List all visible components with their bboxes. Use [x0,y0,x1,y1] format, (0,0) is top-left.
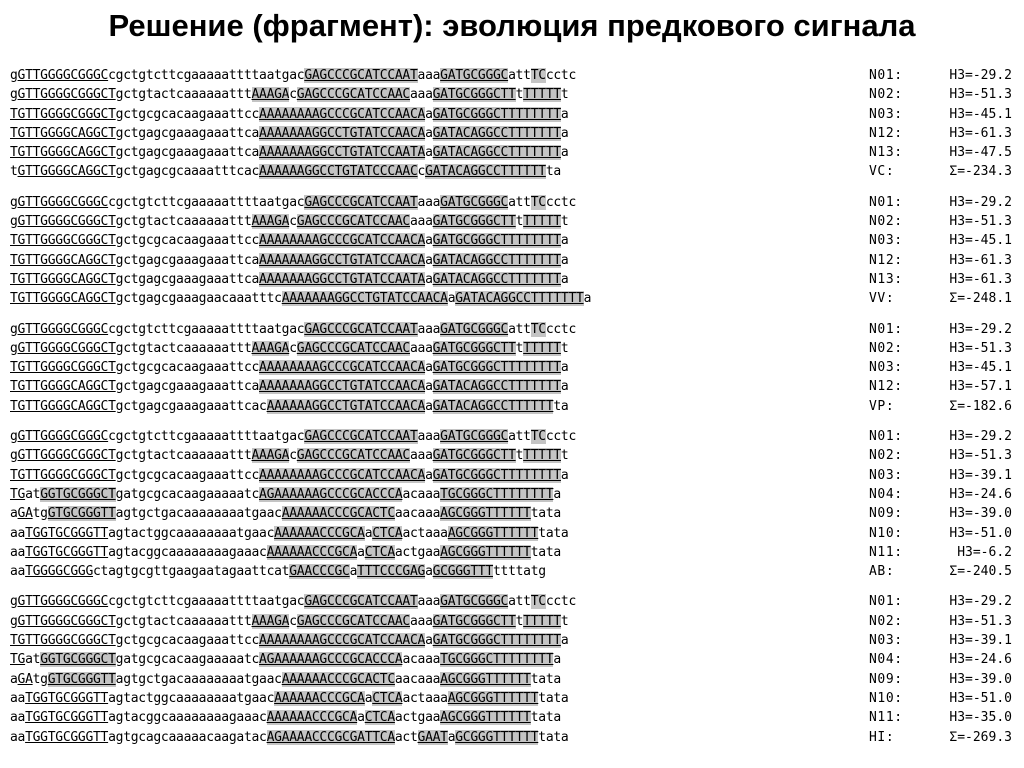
energy-value: H3=-29.2 [949,321,1012,337]
sequence-row [10,105,1014,124]
energy-value: H3=-6.2 [957,544,1012,560]
sequence-row [10,320,1014,339]
sequence-row [10,650,1014,669]
sequence-label: N12: [869,252,903,268]
sequence-row [10,670,1014,689]
sequence-text: TGTTGGGGCGGGCTgctgcgcacaagaaattccAAAAAAAAGCCCGCATCCAACAaGATGCGGGCTTTTTTTTa [10,467,569,483]
alignment-block [10,66,1014,182]
sequence-row [10,689,1014,708]
sequence-label: N02: [869,87,903,103]
sequence-row [10,631,1014,650]
sequence-row [10,289,1014,308]
energy-value: H3=-51.3 [949,340,1012,356]
sequence-row [10,85,1014,104]
sequence-text: aGAtgGTGCGGGTTagtgctgacaaaaaaaatgaacAAAAAACCCGCACTCaacaaaAGCGGGTTTTTTtata [10,671,561,687]
sequence-text: aaTGGTGCGGGTTagtactggcaaaaaaaatgaacAAAAAACCCGCAaCTCAactaaaAGCGGGTTTTTTtata [10,525,569,541]
sequence-text: gGTTGGGGCGGGCcgctgtcttcgaaaaattttaatgacGAGCCCGCATCCAATaaaGATGCGGGCattTCcctc [10,594,577,610]
sequence-row [10,728,1014,747]
energy-value: H3=-51.3 [949,87,1012,103]
energy-value: H3=-45.1 [949,233,1012,249]
sequence-text: aaTGGTGCGGGTTagtacggcaaaaaaaagaaacAAAAAACCCGCAaCTCAactgaaAGCGGGTTTTTTtata [10,710,561,726]
sequence-label: VC: [869,164,895,180]
sequence-row [10,231,1014,250]
sequence-row [10,485,1014,504]
alignment-blocks [10,66,1014,758]
sequence-label: N03: [869,633,903,649]
sequence-row [10,446,1014,465]
sequence-label: VV: [869,291,895,307]
sequence-text: TGTTGGGGCAGGCTgctgagcgaaagaaattcaAAAAAAAGGCCTGTATCCAACAaGATACAGGCCTTTTTTTa [10,125,569,141]
sequence-row [10,592,1014,611]
alignment-block [10,592,1014,746]
energy-value: H3=-51.0 [949,525,1012,541]
sequence-label: N01: [869,321,903,337]
sequence-row [10,212,1014,231]
sequence-row [10,377,1014,396]
sequence-text: gGTTGGGGCGGGCTgctgtactcaaaaaatttAAAGAcGAGCCCGCATCCAACaaaGATGCGGGCTTtTTTTTt [10,448,569,464]
sequence-row [10,124,1014,143]
sequence-label: N10: [869,525,903,541]
sequence-label: N11: [869,710,903,726]
energy-value: Σ=-269.3 [949,729,1012,745]
sequence-label: N09: [869,671,903,687]
sequence-text: aaTGGTGCGGGTTagtactggcaaaaaaaatgaacAAAAAACCCGCAaCTCAactaaaAGCGGGTTTTTTtata [10,690,569,706]
sequence-label: N03: [869,360,903,376]
sequence-label: N02: [869,448,903,464]
energy-value: H3=-51.3 [949,448,1012,464]
sequence-row [10,397,1014,416]
sequence-text: TGTTGGGGCAGGCTgctgagcgaaagaaattcaAAAAAAAGGCCTGTATCCAACAaGATACAGGCCTTTTTTTa [10,252,569,268]
slide-title: Решение (фрагмент): эволюция предкового сигнала [108,8,916,43]
energy-value: H3=-35.0 [949,710,1012,726]
sequence-label: N11: [869,544,903,560]
sequence-label: N04: [869,652,903,668]
energy-value: H3=-51.0 [949,690,1012,706]
sequence-row [10,162,1014,181]
energy-value: H3=-39.0 [949,506,1012,522]
sequence-row [10,708,1014,727]
sequence-label: N01: [869,429,903,445]
energy-value: Σ=-240.5 [949,564,1012,580]
sequence-text: gGTTGGGGCGGGCcgctgtcttcgaaaaattttaatgacGAGCCCGCATCCAATaaaGATGCGGGCattTCcctc [10,429,577,445]
energy-value: H3=-24.6 [949,486,1012,502]
sequence-text: tGTTGGGGCAGGCTgctgagcgcaaaatttcacAAAAAAGGCCTGTATCCCAACcGATACAGGCCTTTTTTta [10,164,561,180]
energy-value: Σ=-234.3 [949,164,1012,180]
energy-value: H3=-39.1 [949,467,1012,483]
alignment-block [10,193,1014,309]
sequence-text: gGTTGGGGCGGGCcgctgtcttcgaaaaattttaatgacGAGCCCGCATCCAATaaaGATGCGGGCattTCcctc [10,68,577,83]
sequence-row [10,251,1014,270]
sequence-text: TGTTGGGGCGGGCTgctgcgcacaagaaattccAAAAAAAAGCCCGCATCCAACAaGATGCGGGCTTTTTTTTa [10,233,569,249]
sequence-label: N13: [869,145,903,161]
sequence-label: N10: [869,690,903,706]
sequence-text: gGTTGGGGCGGGCTgctgtactcaaaaaatttAAAGAcGAGCCCGCATCCAACaaaGATGCGGGCTTtTTTTTt [10,340,569,356]
sequence-text: TGTTGGGGCGGGCTgctgcgcacaagaaattccAAAAAAAAGCCCGCATCCAACAaGATGCGGGCTTTTTTTTa [10,106,569,122]
sequence-label: N02: [869,613,903,629]
sequence-row [10,543,1014,562]
sequence-row [10,193,1014,212]
sequence-row [10,562,1014,581]
sequence-label: VP: [869,398,895,414]
sequence-text: TGTTGGGGCAGGCTgctgagcgaaagaaattcaAAAAAAAGGCCTGTATCCAACAaGATACAGGCCTTTTTTTa [10,379,569,395]
energy-value: H3=-51.3 [949,214,1012,230]
sequence-label: N02: [869,214,903,230]
sequence-text: TGatGGTGCGGGCTgatgcgcacaagaaaaatcAGAAAAAAGCCCGCACCCAacaaaTGCGGGCTTTTTTTTa [10,486,561,502]
sequence-row [10,358,1014,377]
energy-value: H3=-45.1 [949,106,1012,122]
energy-value: H3=-39.0 [949,671,1012,687]
sequence-text: gGTTGGGGCGGGCTgctgtactcaaaaaatttAAAGAcGAGCCCGCATCCAACaaaGATGCGGGCTTtTTTTTt [10,613,569,629]
sequence-text: gGTTGGGGCGGGCcgctgtcttcgaaaaattttaatgacGAGCCCGCATCCAATaaaGATGCGGGCattTCcctc [10,194,577,210]
sequence-text: gGTTGGGGCGGGCTgctgtactcaaaaaatttAAAGAcGAGCCCGCATCCAACaaaGATGCGGGCTTtTTTTTt [10,214,569,230]
sequence-label: N01: [869,68,903,83]
sequence-row [10,612,1014,631]
energy-value: H3=-39.1 [949,633,1012,649]
sequence-label: N04: [869,486,903,502]
sequence-text: aaTGGGGCGGGctagtgcgttgaagaatagaattcatGAACCCGCaTTTCCCGAGaGCGGGTTTttttatg [10,564,546,580]
sequence-text: gGTTGGGGCGGGCTgctgtactcaaaaaatttAAAGAcGAGCCCGCATCCAACaaaGATGCGGGCTTtTTTTTt [10,87,569,103]
energy-value: H3=-29.2 [949,68,1012,83]
energy-value: H3=-29.2 [949,429,1012,445]
sequence-label: HI: [869,729,895,745]
energy-value: H3=-29.2 [949,594,1012,610]
alignment-block [10,320,1014,416]
energy-value: H3=-57.1 [949,379,1012,395]
sequence-text: TGTTGGGGCGGGCTgctgcgcacaagaaattccAAAAAAAAGCCCGCATCCAACAaGATGCGGGCTTTTTTTTa [10,360,569,376]
sequence-label: N01: [869,594,903,610]
energy-value: H3=-45.1 [949,360,1012,376]
energy-value: H3=-61.3 [949,125,1012,141]
sequence-row [10,66,1014,85]
sequence-label: N13: [869,271,903,287]
sequence-label: N02: [869,340,903,356]
sequence-text: TGTTGGGGCAGGCTgctgagcgaaagaaattcaAAAAAAAGGCCTGTATCCAATAaGATACAGGCCTTTTTTTa [10,145,569,161]
sequence-label: AB: [869,564,895,580]
sequence-text: aaTGGTGCGGGTTagtgcagcaaaaacaagatacAGAAAACCCGCGATTCAactGAATaGCGGGTTTTTTtata [10,729,569,745]
sequence-label: N03: [869,233,903,249]
alignment-block [10,427,1014,581]
energy-value: H3=-61.3 [949,252,1012,268]
sequence-text: aaTGGTGCGGGTTagtacggcaaaaaaaagaaacAAAAAACCCGCAaCTCAactgaaAGCGGGTTTTTTtata [10,544,561,560]
sequence-row [10,339,1014,358]
energy-value: H3=-47.5 [949,145,1012,161]
energy-value: H3=-24.6 [949,652,1012,668]
sequence-label: N12: [869,379,903,395]
energy-value: Σ=-248.1 [949,291,1012,307]
sequence-label: N12: [869,125,903,141]
sequence-row [10,143,1014,162]
sequence-row [10,427,1014,446]
sequence-row [10,504,1014,523]
energy-value: H3=-29.2 [949,194,1012,210]
sequence-text: TGTTGGGGCGGGCTgctgcgcacaagaaattccAAAAAAAAGCCCGCATCCAACAaGATGCGGGCTTTTTTTTa [10,633,569,649]
sequence-text: TGatGGTGCGGGCTgatgcgcacaagaaaaatcAGAAAAAAGCCCGCACCCAacaaaTGCGGGCTTTTTTTTa [10,652,561,668]
sequence-row [10,524,1014,543]
energy-value: Σ=-182.6 [949,398,1012,414]
sequence-text: TGTTGGGGCAGGCTgctgagcgaaagaacaaatttcAAAAAAAGGCCTGTATCCAACAaGATACAGGCCTTTTTTTa [10,291,592,307]
sequence-label: N09: [869,506,903,522]
sequence-row [10,466,1014,485]
energy-value: H3=-51.3 [949,613,1012,629]
sequence-text: aGAtgGTGCGGGTTagtgctgacaaaaaaaatgaacAAAAAACCCGCACTCaacaaaAGCGGGTTTTTTtata [10,506,561,522]
sequence-text: gGTTGGGGCGGGCcgctgtcttcgaaaaattttaatgacGAGCCCGCATCCAATaaaGATGCGGGCattTCcctc [10,321,577,337]
sequence-label: N03: [869,467,903,483]
sequence-row [10,270,1014,289]
sequence-text: TGTTGGGGCAGGCTgctgagcgaaagaaattcaAAAAAAAGGCCTGTATCCAATAaGATACAGGCCTTTTTTTa [10,271,569,287]
energy-value: H3=-61.3 [949,271,1012,287]
sequence-label: N01: [869,194,903,210]
sequence-label: N03: [869,106,903,122]
sequence-text: TGTTGGGGCAGGCTgctgagcgaaagaaattcacAAAAAAGGCCTGTATCCAACAaGATACAGGCCTTTTTTta [10,398,569,414]
